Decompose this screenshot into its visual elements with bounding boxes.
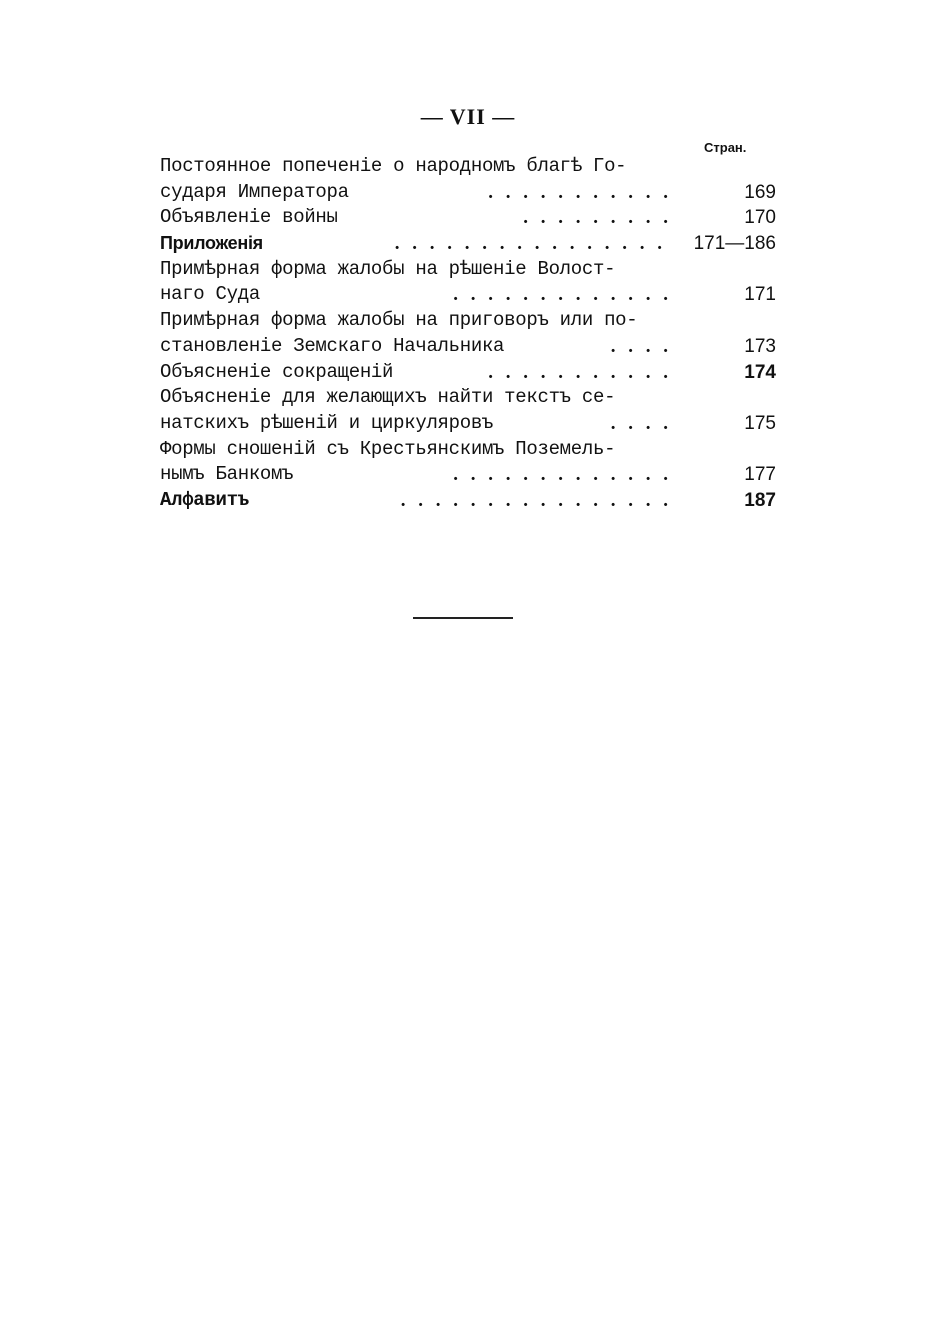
toc-entry-text: сударя Императора <box>160 180 349 203</box>
toc-leader-dots: . . . . . . . . . . . . . . . . <box>394 233 666 255</box>
toc-page-number: 169 <box>744 181 776 203</box>
toc-leader-dots: . . . . <box>610 412 672 434</box>
toc-leader-dots: . . . . . . . . . . . . . . . . <box>400 489 672 511</box>
toc-entry-text: Объясненіе сокращеній <box>160 360 394 383</box>
toc-entry-text: Постоянное попеченіе о народномъ благѣ Го- <box>160 155 627 177</box>
toc-page-number: 187 <box>744 489 776 511</box>
toc-entry-text: нымъ Банкомъ <box>160 463 294 486</box>
toc-leader-dots: . . . . . . . . . <box>523 207 672 229</box>
toc-line <box>160 462 780 488</box>
toc-leader-dots: . . . . . . . . . . . . . <box>453 464 672 486</box>
toc-entry-text: Примѣрная форма жалобы на рѣшеніе Волост- <box>160 257 616 280</box>
section-divider <box>413 617 513 619</box>
toc-entry-text: Объявленіе войны <box>160 206 338 229</box>
toc-entry-text: натскихъ рѣшеній и циркуляровъ <box>160 411 494 434</box>
toc-entry-text: Объясненіе для желающихъ найти текстъ се- <box>160 386 616 409</box>
toc-line <box>160 180 780 206</box>
toc-line <box>160 205 780 231</box>
toc-line <box>160 488 780 514</box>
toc-line <box>160 360 780 386</box>
toc-page-number: 171 <box>744 284 776 306</box>
toc-entry-text: Алфавитъ <box>160 488 249 511</box>
toc-line <box>160 154 780 180</box>
toc-line <box>160 385 780 411</box>
toc-page-number: 170 <box>744 207 776 229</box>
toc-entry-text: Приложенія <box>160 233 263 254</box>
toc-entry-text: Формы сношеній съ Крестьянскимъ Поземель- <box>160 437 616 460</box>
toc-line <box>160 334 780 360</box>
toc-page-number: 173 <box>744 335 776 357</box>
page-column-header: Стран. <box>704 140 747 155</box>
toc-entry-text: Примѣрная форма жалобы на приговоръ или по- <box>160 309 638 332</box>
toc-line <box>160 231 780 257</box>
toc-page-number: 177 <box>744 464 776 486</box>
toc-page-number: 175 <box>744 412 776 434</box>
toc-line <box>160 411 780 437</box>
toc-entry-text: становленіе Земскаго Начальника <box>160 334 505 357</box>
toc-line <box>160 437 780 463</box>
toc-leader-dots: . . . . . . . . . . . . . <box>453 284 672 306</box>
toc-leader-dots: . . . . <box>610 335 672 357</box>
table-of-contents <box>160 154 780 514</box>
toc-line <box>160 257 780 283</box>
toc-entry-text: наго Суда <box>160 283 260 306</box>
page-number: — VII — <box>420 104 516 129</box>
toc-line <box>160 282 780 308</box>
toc-line <box>160 308 780 334</box>
toc-page-number: 171—186 <box>693 233 776 255</box>
toc-leader-dots: . . . . . . . . . . . <box>488 181 672 203</box>
toc-leader-dots: . . . . . . . . . . . <box>488 361 672 383</box>
toc-page-number: 174 <box>744 361 776 383</box>
